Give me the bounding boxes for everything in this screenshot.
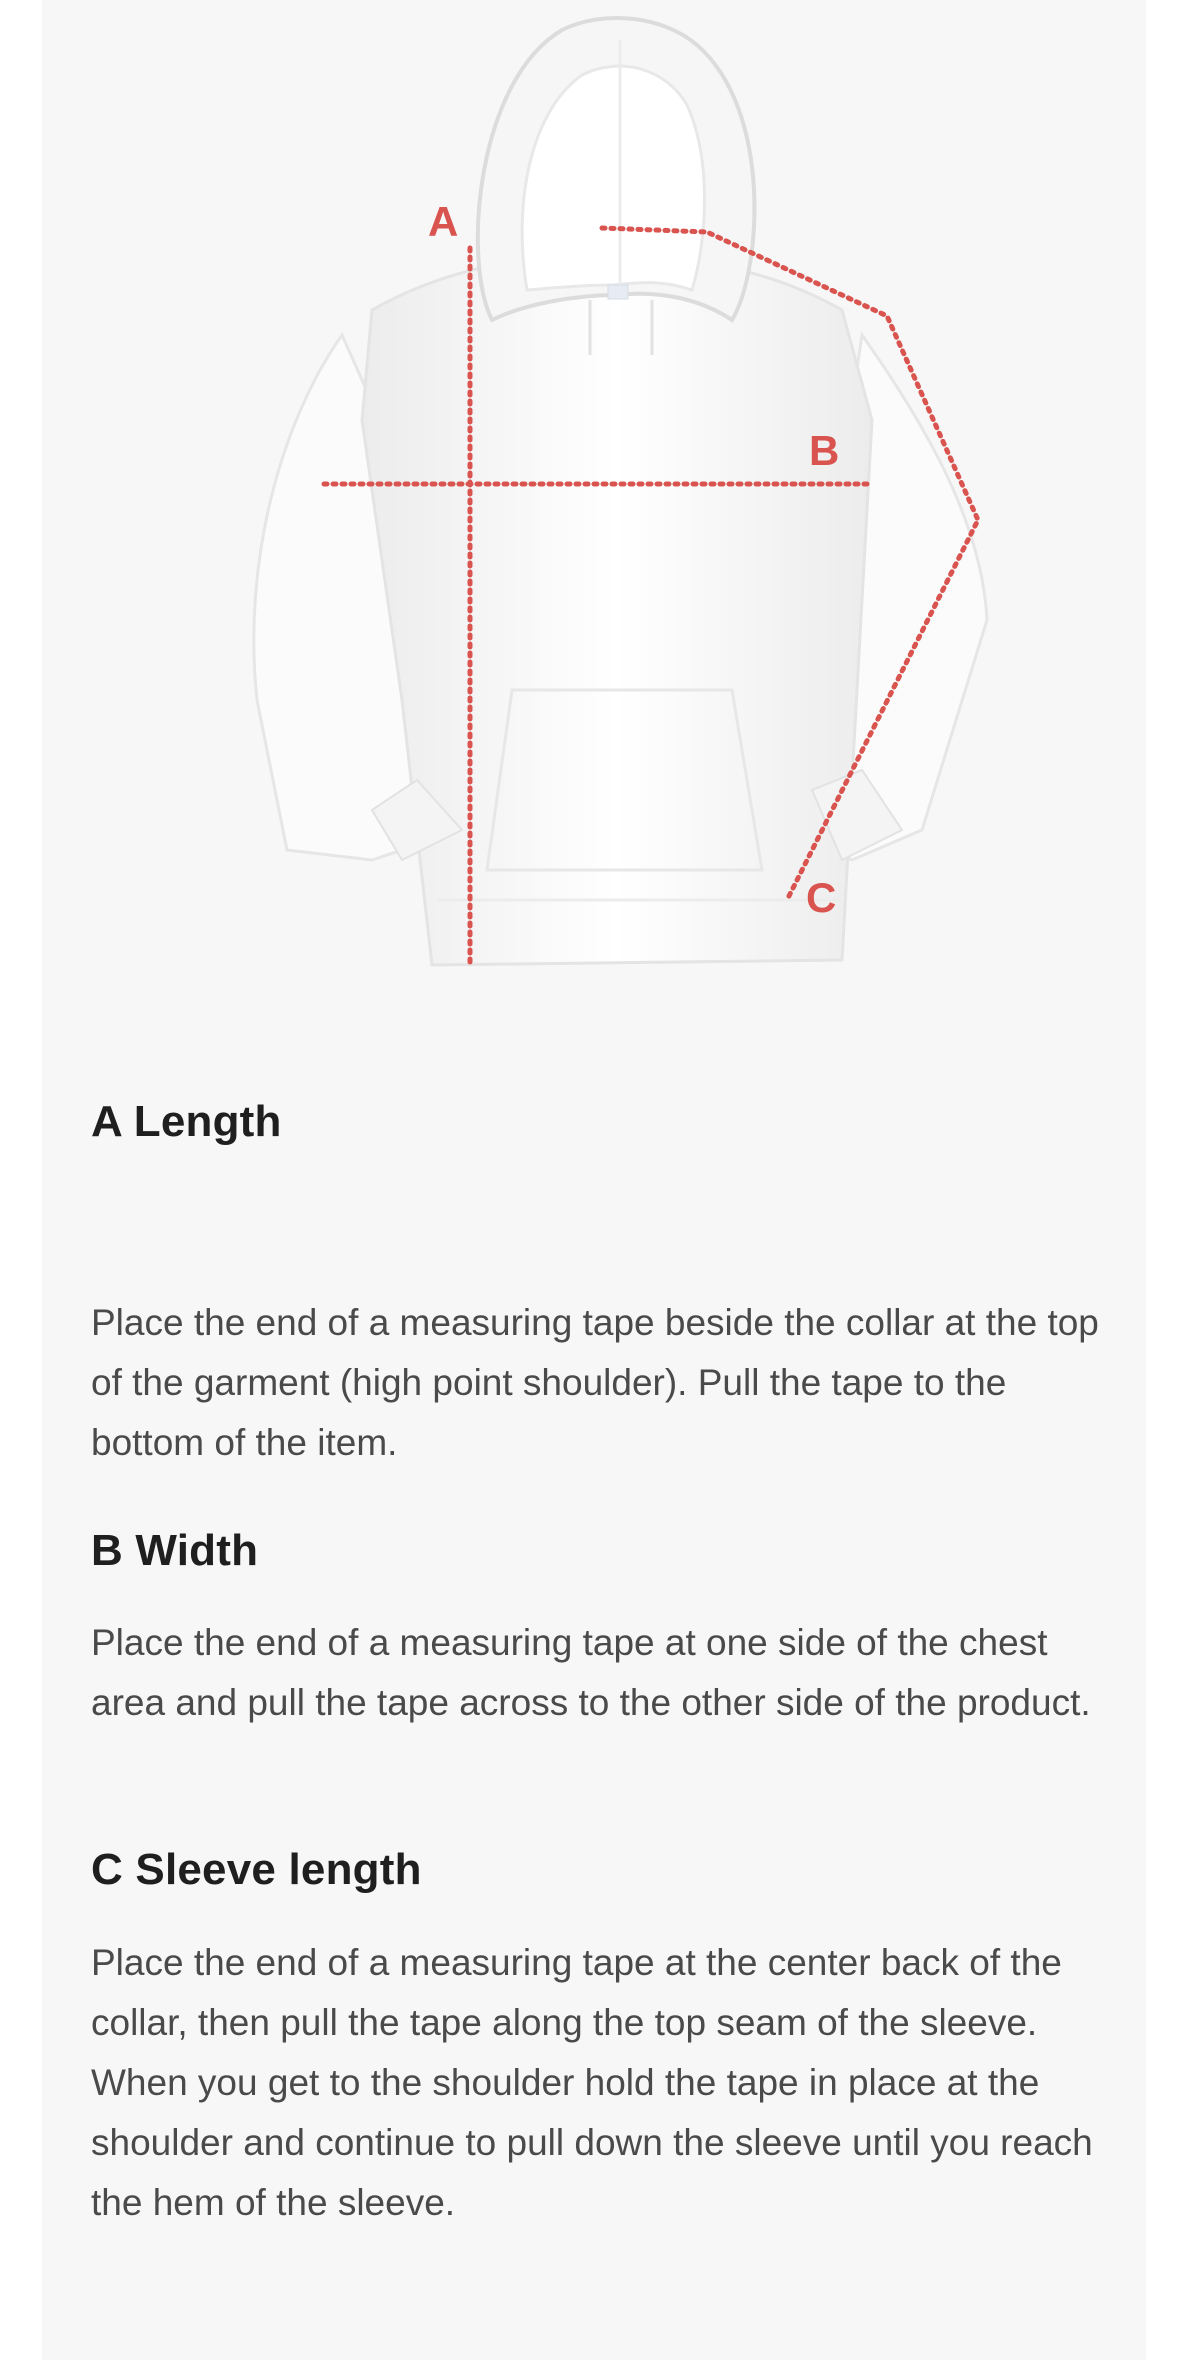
marker-b: B [809, 427, 840, 474]
marker-c: C [806, 874, 837, 921]
sleeve-length-title: C Sleeve length [91, 1845, 422, 1894]
length-description: Place the end of a measuring tape beside the collar at the top of the garment (high point shoulder). Pull the tape to the bottom of the item. [91, 1302, 1099, 1463]
width-title: B Width [91, 1526, 259, 1575]
length-title: A Length [91, 1097, 282, 1146]
hoodie-illustration [254, 18, 987, 965]
hoodie-measurement-diagram [42, 0, 1146, 1000]
marker-a: A [428, 198, 459, 245]
size-guide-panel [42, 0, 1146, 2360]
sleeve-length-description: Place the end of a measuring tape at the center back of the collar, then pull the tape along the top seam of the sleeve. When you get to the shoulder hold the tape in place at the shoulder and continue to pull down the sleeve until you reach the hem of the sleeve. [91, 1942, 1093, 2223]
width-description: Place the end of a measuring tape at one side of the chest area and pull the tape across to the other side of the product. [91, 1622, 1091, 1723]
